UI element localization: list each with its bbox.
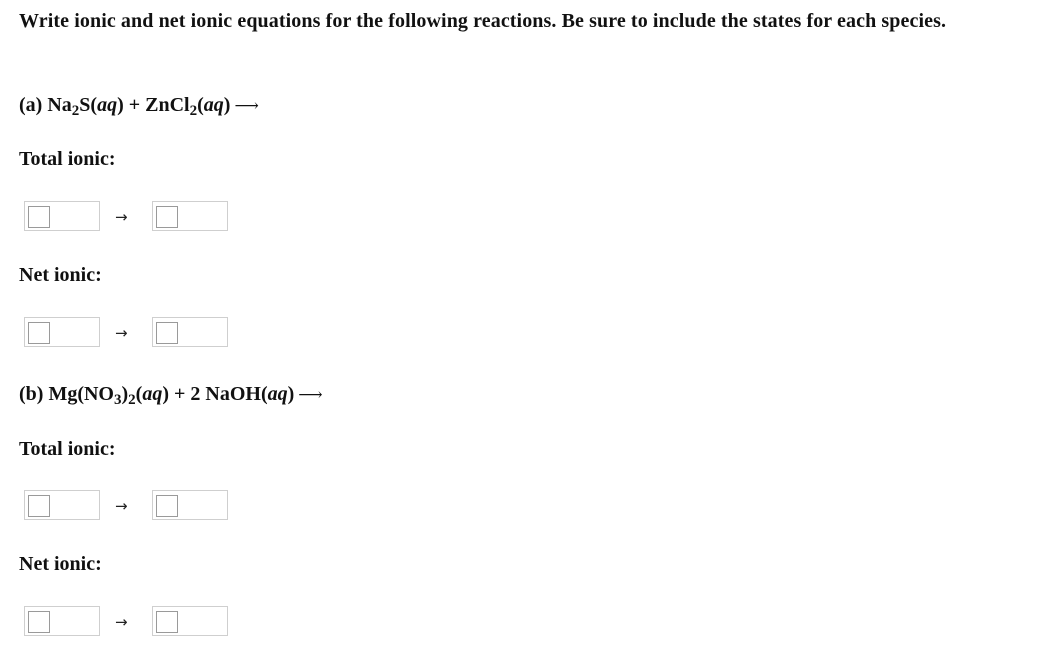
reaction-a-text-1: (a) Na: [19, 94, 72, 116]
reaction-b-text-3: (: [135, 383, 143, 405]
reaction-a-net-reactants-input[interactable]: [24, 317, 100, 347]
reaction-a-subscript-1: 2: [71, 103, 80, 119]
reaction-arrow-icon: →: [115, 208, 128, 226]
reaction-b-subscript-1: 3: [113, 392, 122, 408]
reaction-a-arrow: ⟶: [234, 96, 259, 116]
reaction-a-text-5: ): [223, 94, 231, 116]
reaction-a-text-3: ) + ZnCl: [117, 94, 190, 116]
reaction-a-total-reactants-input[interactable]: [24, 201, 100, 231]
reaction-b-text-1: (b) Mg(NO: [19, 383, 114, 405]
reaction-b-text-2: ): [121, 383, 129, 405]
reaction-b-total-ionic-equation: [24, 490, 234, 524]
reaction-a-net-ionic-label: Net ionic:: [19, 264, 102, 286]
reaction-a-total-products-input[interactable]: [152, 201, 228, 231]
reaction-a-text-4: (: [197, 94, 204, 116]
products-entry-slot[interactable]: [156, 322, 178, 344]
reaction-b-net-ionic-equation: [24, 606, 234, 640]
reaction-a-equation: [19, 92, 259, 119]
reaction-b-state-2: aq: [267, 383, 288, 405]
reaction-b-net-ionic-label: Net ionic:: [19, 553, 102, 575]
reaction-a-subscript-2: 2: [189, 103, 198, 119]
reactants-entry-slot[interactable]: [28, 206, 50, 228]
reaction-a-total-ionic-equation: [24, 201, 234, 235]
reaction-b-equation: [19, 381, 323, 408]
instructions-text: Write ionic and net ionic equations for the following reactions. Be sure to include the states for each species.: [19, 10, 947, 32]
reactants-entry-slot[interactable]: [28, 611, 50, 633]
reaction-b-total-reactants-input[interactable]: [24, 490, 100, 520]
reactants-entry-slot[interactable]: [28, 495, 50, 517]
reaction-a-state-2: aq: [203, 94, 224, 116]
reaction-b-text-5: ): [287, 383, 295, 405]
reaction-arrow-icon: →: [115, 324, 128, 342]
reaction-b-total-ionic-label: Total ionic:: [19, 438, 116, 460]
reactants-entry-slot[interactable]: [28, 322, 50, 344]
reaction-a-total-ionic-label: Total ionic:: [19, 148, 116, 170]
reaction-b-net-products-input[interactable]: [152, 606, 228, 636]
reaction-b-text-4: ) + 2 NaOH(: [162, 383, 268, 405]
reaction-a-state-1: aq: [97, 94, 118, 116]
products-entry-slot[interactable]: [156, 206, 178, 228]
reaction-b-total-products-input[interactable]: [152, 490, 228, 520]
reaction-b-arrow: ⟶: [298, 385, 323, 405]
reaction-b-subscript-2: 2: [128, 392, 136, 408]
reaction-a-net-products-input[interactable]: [152, 317, 228, 347]
products-entry-slot[interactable]: [156, 495, 178, 517]
products-entry-slot[interactable]: [156, 611, 178, 633]
reaction-a-text-2: S(: [79, 94, 98, 116]
reaction-b-net-reactants-input[interactable]: [24, 606, 100, 636]
reaction-a-net-ionic-equation: [24, 317, 234, 351]
reaction-arrow-icon: →: [115, 613, 128, 631]
reaction-arrow-icon: →: [115, 497, 128, 515]
reaction-b-state-1: aq: [142, 383, 163, 405]
